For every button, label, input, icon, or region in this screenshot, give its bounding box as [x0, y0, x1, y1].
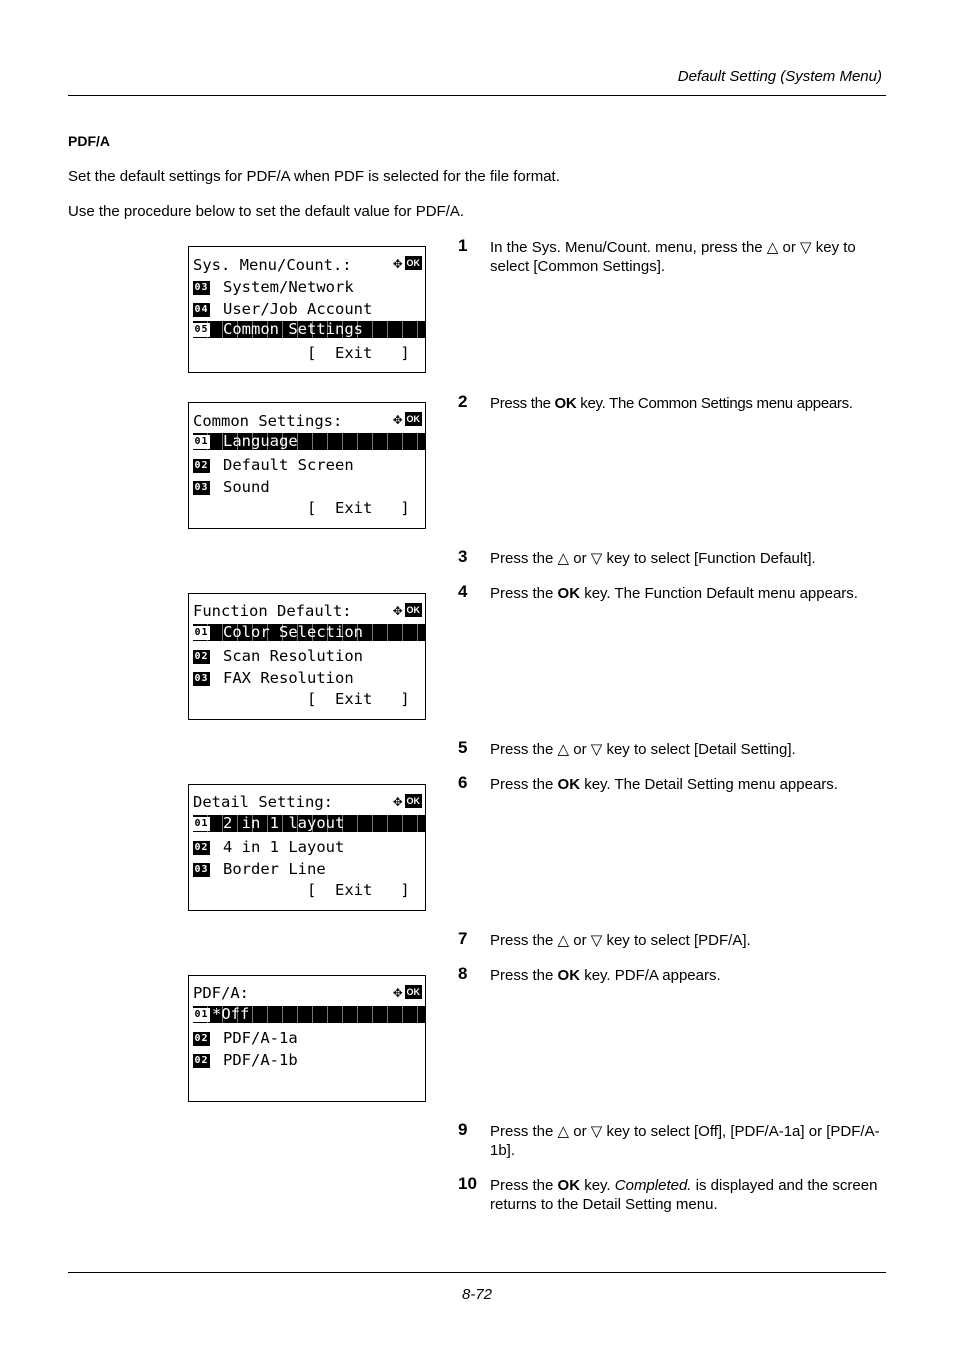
lcd-item — [193, 455, 425, 475]
lcd-item — [193, 1050, 425, 1070]
item-label: User/Job Account — [223, 300, 373, 318]
item-number: 02 — [194, 1032, 209, 1044]
item-label: Sound — [223, 478, 270, 496]
section-title: PDF/A — [68, 133, 110, 149]
lcd-title: Detail Setting: — [193, 793, 333, 811]
step-text: Press the OK key. PDF/A appears. — [490, 967, 721, 984]
ok-key-icon: OK — [406, 796, 420, 806]
four-way-arrow-icon: ✥ — [393, 983, 403, 1001]
ok-key-icon: OK — [406, 987, 420, 997]
header-rule — [68, 95, 886, 96]
item-label: PDF/A-1b — [223, 1051, 298, 1069]
step-text: Press the △ or ▽ key to select [Detail Setting]. — [490, 741, 796, 758]
lcd-item — [193, 299, 425, 319]
item-number: 02 — [194, 841, 209, 853]
item-label: Language — [223, 432, 298, 450]
item-label: Border Line — [223, 860, 326, 878]
step-number: 7 — [458, 929, 468, 948]
ok-key-icon: OK — [406, 258, 420, 268]
item-label: Color Selection — [223, 623, 363, 641]
item-label: Common Settings — [223, 320, 363, 338]
four-way-arrow-icon: ✥ — [393, 792, 403, 810]
lcd-exit-option: [ Exit ] — [307, 344, 410, 362]
lcd-item-selected — [193, 1006, 425, 1023]
ok-key-icon: OK — [406, 414, 420, 424]
four-way-arrow-icon: ✥ — [393, 254, 403, 272]
item-number: 03 — [194, 672, 209, 684]
running-header: Default Setting (System Menu) — [677, 68, 882, 85]
lcd-title: Function Default: — [193, 602, 352, 620]
nav-ok-indicator — [393, 411, 422, 427]
lcd-exit-option: [ Exit ] — [307, 881, 410, 899]
step-text: Press the △ or ▽ key to select [Function Default]. — [490, 550, 816, 567]
lcd-screen-pdfa — [188, 975, 426, 1102]
item-number: 03 — [194, 863, 209, 875]
lcd-screen-sys-menu — [188, 246, 426, 373]
item-label: 4 in 1 Layout — [223, 838, 345, 856]
lcd-item-selected — [193, 624, 425, 641]
item-number: 01 — [194, 1008, 209, 1020]
step-text: Press the △ or ▽ key to select [PDF/A]. — [490, 932, 751, 949]
step-text: Press the OK key. Completed. is displayed and the screen returns to the Detail Setting menu. — [490, 1177, 878, 1213]
step-text: Press the OK key. The Common Settings menu appears. — [490, 395, 853, 412]
item-number: 05 — [194, 323, 209, 335]
item-number: 02 — [194, 459, 209, 471]
nav-ok-indicator — [393, 984, 422, 1000]
nav-ok-indicator — [393, 255, 422, 271]
lcd-title: Common Settings: — [193, 412, 343, 430]
item-label: Default Screen — [223, 456, 354, 474]
step-text: Press the OK key. The Detail Setting menu appears. — [490, 776, 838, 793]
lcd-item-selected — [193, 321, 425, 338]
step-number: 4 — [458, 582, 468, 601]
lcd-screen-common-settings — [188, 402, 426, 529]
nav-ok-indicator — [393, 602, 422, 618]
lcd-exit-option: [ Exit ] — [307, 499, 410, 517]
step-number: 1 — [458, 236, 468, 255]
item-number: 04 — [194, 303, 209, 315]
page-number: 8-72 — [461, 1286, 493, 1303]
step-number: 2 — [458, 392, 468, 411]
lcd-item — [193, 1028, 425, 1048]
lcd-item-selected — [193, 815, 425, 832]
item-number: 01 — [194, 435, 209, 447]
item-number: 03 — [194, 481, 209, 493]
item-number: 02 — [194, 650, 209, 662]
lcd-item — [193, 859, 425, 879]
lcd-title: PDF/A: — [193, 984, 249, 1002]
intro-paragraph-2: Use the procedure below to set the default value for PDF/A. — [68, 203, 465, 220]
step-number: 8 — [458, 964, 468, 983]
step-text: In the Sys. Menu/Count. menu, press the △ or ▽ key to select [Common Settings]. — [490, 239, 856, 275]
lcd-item — [193, 646, 425, 666]
lcd-item — [193, 477, 425, 497]
item-number: 01 — [194, 626, 209, 638]
item-label: PDF/A-1a — [223, 1029, 298, 1047]
item-number: 02 — [194, 1054, 209, 1066]
lcd-item — [193, 837, 425, 857]
step-number: 10 — [458, 1174, 477, 1193]
item-number: 01 — [194, 817, 209, 829]
item-label: 2 in 1 layout — [223, 814, 345, 832]
step-text: Press the △ or ▽ key to select [Off], [PDF/A-1a] or [PDF/A-1b]. — [490, 1123, 880, 1159]
four-way-arrow-icon: ✥ — [393, 601, 403, 619]
step-number: 9 — [458, 1120, 468, 1139]
step-number: 3 — [458, 547, 468, 566]
lcd-screen-function-default — [188, 593, 426, 720]
item-label: Scan Resolution — [223, 647, 363, 665]
nav-ok-indicator — [393, 793, 422, 809]
item-label: FAX Resolution — [223, 669, 354, 687]
lcd-title: Sys. Menu/Count.: — [193, 256, 352, 274]
lcd-item — [193, 668, 425, 688]
lcd-screen-detail-setting — [188, 784, 426, 911]
step-number: 5 — [458, 738, 468, 757]
step-number: 6 — [458, 773, 468, 792]
intro-paragraph-1: Set the default settings for PDF/A when PDF is selected for the file format. — [68, 168, 560, 185]
item-label: *Off — [212, 1005, 250, 1023]
item-number: 03 — [194, 281, 209, 293]
lcd-exit-option: [ Exit ] — [307, 690, 410, 708]
footer-rule — [68, 1272, 886, 1273]
item-label: System/Network — [223, 278, 354, 296]
lcd-item-selected — [193, 433, 425, 450]
step-text: Press the OK key. The Function Default menu appears. — [490, 585, 858, 602]
lcd-item — [193, 277, 425, 297]
four-way-arrow-icon: ✥ — [393, 410, 403, 428]
ok-key-icon: OK — [406, 605, 420, 615]
